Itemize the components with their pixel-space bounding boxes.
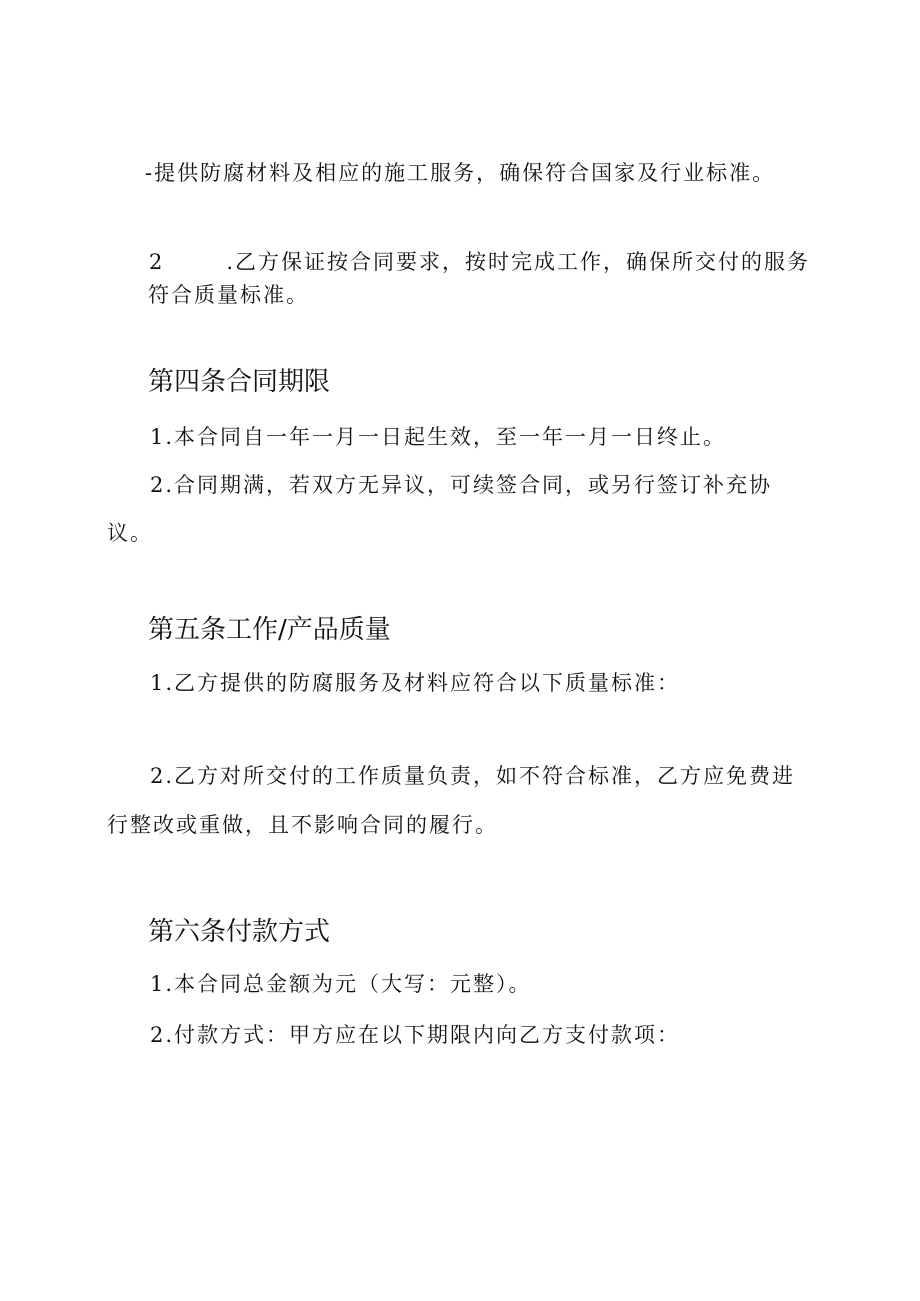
section-6-title: 第六条付款方式 [148,917,331,947]
guarantee-item-line2: 符合质量标准。 [148,283,309,307]
guarantee-item-line1 [149,249,810,275]
section-6-item-2: 2.付款方式：甲方应在以下期限内向乙方支付款项： [150,1023,681,1047]
section-4-item-2-line1: 2.合同期满，若双方无异议，可续签合同，或另行签订补充协 [150,473,773,497]
section-4-item-1: 1.本合同自一年一月一日起生效，至一年一月一日终止。 [150,425,727,449]
section-5-title: 第五条工作/产品质量 [148,615,391,645]
item-number: 2 [149,250,165,274]
section-6-item-1: 1.本合同总金额为元（大写：元整）。 [150,972,532,996]
section-5-item-2-line1: 2.乙方对所交付的工作质量负责，如不符合标准，乙方应免费进 [150,764,796,788]
section-5-item-2-line2: 行整改或重做，且不影响合同的履行。 [107,813,498,837]
item-text: .乙方保证按合同要求，按时完成工作，确保所交付的服务 [226,250,811,274]
section-5-item-1: 1.乙方提供的防腐服务及材料应符合以下质量标准： [150,671,681,695]
service-bullet: -提供防腐材料及相应的施工服务，确保符合国家及行业标准。 [145,161,776,185]
section-4-title: 第四条合同期限 [148,367,331,397]
section-4-item-2-line2: 议。 [107,521,153,545]
